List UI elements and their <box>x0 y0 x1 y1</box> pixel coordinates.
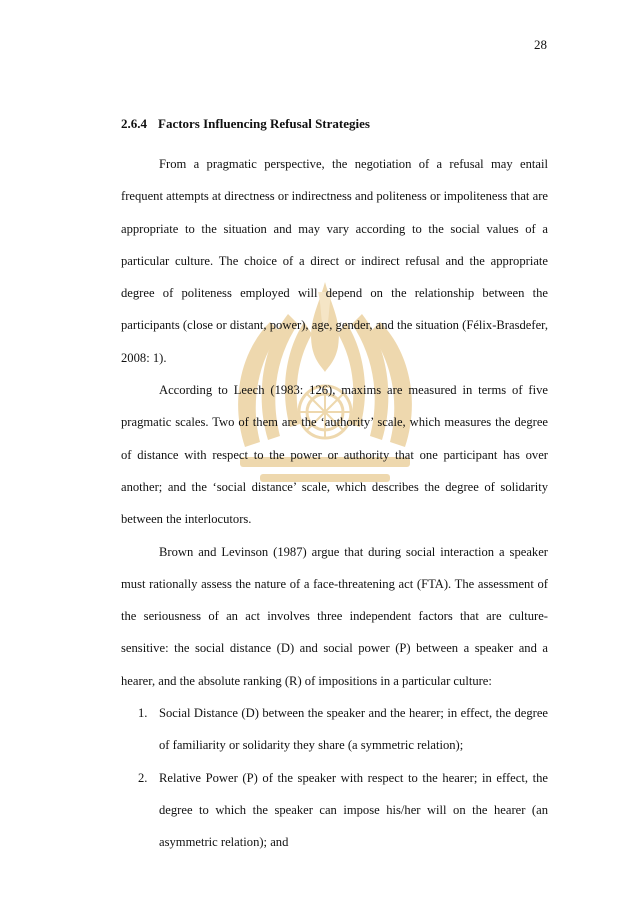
section-number: 2.6.4 <box>121 116 147 131</box>
section-heading <box>121 116 548 132</box>
list-item-text: Social Distance (D) between the speaker and the hearer; in effect, the degree of familiarity or solidarity they share (a symmetric relation); <box>159 706 548 753</box>
page-number: 28 <box>534 37 547 52</box>
body-paragraph: According to Leech (1983: 126), maxims are measured in terms of five pragmatic scales. Two of them are the ‘authority’ scale, which measures the degree of distance with respect to the power or authority that one participant has over another; and the ‘social distance’ scale, which describes the degree of solidarity between the interlocutors. <box>121 383 548 527</box>
body-paragraph: From a pragmatic perspective, the negotiation of a refusal may entail frequent attempts at directness or indirectness and politeness or impoliteness that are appropriate to the situation and may vary according to the social values of a particular culture. The choice of a direct or indirect refusal and the appropriate degree of politeness employed will depend on the relationship between the participants (close or distant, power), age, gender, and the situation (Félix-Brasdefer, 2008: 1). <box>121 157 548 365</box>
list-item <box>121 697 548 762</box>
list-item <box>121 762 548 859</box>
section-title: Factors Influencing Refusal Strategies <box>158 116 370 131</box>
list-marker: 2. <box>138 770 148 785</box>
page-content <box>121 116 548 859</box>
body-paragraph: Brown and Levinson (1987) argue that during social interaction a speaker must rationally assess the nature of a face-threatening act (FTA). The assessment of the seriousness of an act involves three independent factors that are culture-sensitive: the social distance (D) and social power (P) between a speaker and a hearer, and the absolute ranking (R) of impositions in a particular culture: <box>121 544 548 688</box>
list-marker: 1. <box>138 706 148 721</box>
list-item-text: Relative Power (P) of the speaker with respect to the hearer; in effect, the degree to which the speaker can impose his/her will on the hearer (an asymmetric relation); and <box>159 770 548 850</box>
factor-list <box>121 697 548 858</box>
